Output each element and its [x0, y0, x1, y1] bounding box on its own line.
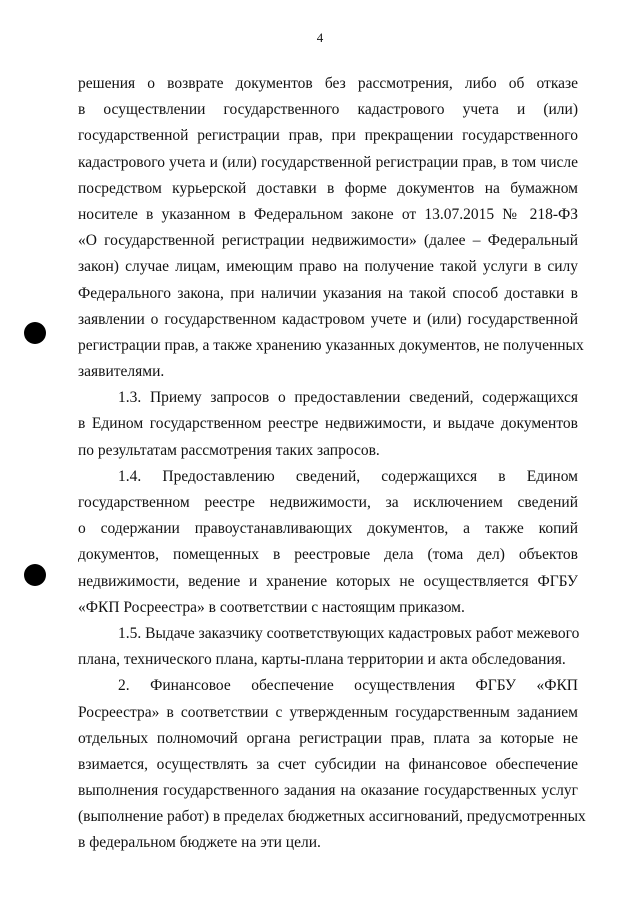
text-line: по результатам рассмотрения таких запросов. [78, 441, 380, 459]
text-line: государственной регистрации прав, при прекращении государственного [78, 127, 578, 145]
page-number: 4 [316, 30, 324, 45]
paragraph [78, 621, 578, 673]
text-line: носителе в указанном в Федеральном законе от 13.07.2015 № 218-ФЗ [78, 205, 578, 223]
text-line: взимается, осуществлять за счет субсидии на финансовое обеспечение [78, 755, 578, 773]
text-line: кадастрового учета и (или) государственной регистрации прав, в том числе [78, 153, 578, 171]
text-line: выполнения государственного задания на оказание государственных услуг [78, 782, 578, 800]
text-line: 2. Финансовое обеспечение осуществления ФГБУ «ФКП [118, 677, 578, 695]
text-line: Федерального закона, при наличии указания на такой способ доставки в [78, 284, 578, 302]
text-line: «О государственной регистрации недвижимости» (далее – Федеральный [78, 232, 578, 250]
text-line: в Едином государственном реестре недвижимости, и выдаче документов [78, 415, 578, 433]
text-line: «ФКП Росреестра» в соответствии с настоящим приказом. [78, 598, 465, 616]
text-line: документов, помещенных в реестровые дела (тома дел) объектов [78, 546, 578, 564]
text-line: посредством курьерской доставки в форме документов на бумажном [78, 179, 578, 197]
text-line: заявлении о государственном кадастровом учете и (или) государственной [78, 310, 578, 328]
text-line: 1.5. Выдаче заказчику соответствующих кадастровых работ межевого [118, 624, 580, 642]
text-line: (выполнение работ) в пределах бюджетных ассигнований, предусмотренных [78, 808, 586, 826]
text-line: 1.3. Приему запросов о предоставлении сведений, содержащихся [118, 389, 578, 407]
paragraph [78, 71, 584, 385]
paragraph [78, 464, 578, 621]
text-line: решения о возврате документов без рассмотрения, либо об отказе [78, 75, 578, 92]
text-line: недвижимости, ведение и хранение которых не осуществляется ФГБУ [78, 572, 578, 590]
punch-hole [24, 322, 46, 344]
text-line: в осуществлении государственного кадастрового учета и (или) [78, 101, 578, 119]
text-line: 1.4. Предоставлению сведений, содержащихся в Едином [118, 467, 578, 485]
text-line: заявителями. [78, 363, 165, 381]
text-line: регистрации прав, а также хранению указанных документов, не полученных [78, 336, 584, 354]
paragraph [78, 385, 578, 464]
text-line: отдельных полномочий органа регистрации прав, плата за которые не [78, 729, 578, 747]
document-body [78, 71, 586, 857]
text-line: Росреестра» в соответствии с утвержденным государственным заданием [78, 703, 578, 721]
punch-hole [24, 564, 46, 586]
paragraph [78, 673, 586, 856]
text-line: плана, технического плана, карты-плана территории и акта обследования. [78, 651, 566, 669]
text-line: в федеральном бюджете на эти цели. [78, 834, 321, 852]
text-line: государственном реестре недвижимости, за исключением сведений [78, 494, 578, 511]
text-line: закон) случае лицам, имеющим право на получение такой услуги в силу [78, 258, 578, 276]
text-line: о содержании правоустанавливающих документов, а также копий [78, 520, 578, 538]
